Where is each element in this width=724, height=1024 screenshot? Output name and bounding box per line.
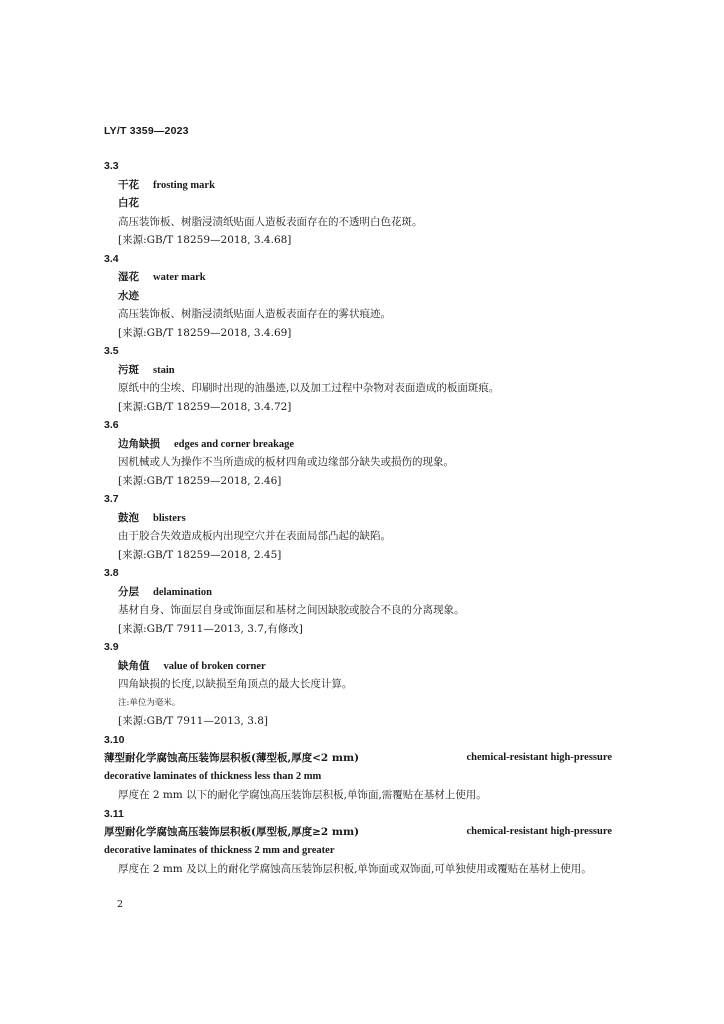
term-source: [来源:GB/T 18259—2018, 3.4.68] <box>118 234 292 246</box>
term-chinese: 干花 <box>118 178 139 191</box>
term-number: 3.6 <box>104 419 119 431</box>
term-entry-3-9 <box>104 638 612 731</box>
term-title <box>104 657 612 676</box>
term-definition: 四角缺损的长度,以缺损至角顶点的最大长度计算。 <box>118 678 353 690</box>
term-definition: 原纸中的尘埃、印刷时出现的油墨迹,以及加工过程中杂物对表面造成的板面斑痕。 <box>118 382 500 394</box>
term-chinese: 厚型耐化学腐蚀高压装饰层积板(厚型板,厚度≥2 mm) <box>104 826 360 838</box>
term-note: 注:单位为毫米。 <box>118 697 181 708</box>
term-title <box>104 509 612 528</box>
term-english: frosting mark <box>153 179 215 191</box>
term-source: [来源:GB/T 7911—2013, 3.8] <box>118 715 269 727</box>
term-english: chemical-resistant high-pressure <box>466 826 612 837</box>
term-english: chemical-resistant high-pressure <box>466 752 612 763</box>
term-definition: 由于胶合失效造成板内出现空穴并在表面局部凸起的缺陷。 <box>118 530 391 542</box>
term-number: 3.10 <box>104 733 125 746</box>
standard-code-header: LY/T 3359—2023 <box>104 125 189 137</box>
term-number: 3.9 <box>104 641 119 653</box>
term-english: value of broken corner <box>163 660 266 672</box>
term-source: [来源:GB/T 18259—2018, 2.45] <box>118 548 282 561</box>
term-source: [来源:GB/T 18259—2018, 3.4.69] <box>118 326 292 339</box>
term-title <box>104 749 612 768</box>
term-definition: 厚度在 2 mm 以下的耐化学腐蚀高压装饰层积板,单饰面,需覆贴在基材上使用。 <box>118 789 487 801</box>
term-title <box>104 176 612 195</box>
term-chinese: 鼓泡 <box>118 511 139 524</box>
term-english-continued: decorative laminates of thickness less than 2 mm <box>104 770 322 782</box>
term-entry-3-7 <box>104 490 612 564</box>
term-source: [来源:GB/T 18259—2018, 3.4.72] <box>118 400 292 413</box>
term-number: 3.4 <box>104 252 119 265</box>
term-definition: 高压装饰板、树脂浸渍纸贴面人造板表面存在的雾状痕迹。 <box>118 308 391 320</box>
term-title <box>104 435 612 454</box>
term-entry-3-5 <box>104 342 612 416</box>
term-number: 3.7 <box>104 493 119 505</box>
terms-list <box>104 157 612 879</box>
term-definition: 厚度在 2 mm 及以上的耐化学腐蚀高压装饰层积板,单饰面或双饰面,可单独使用或覆贴在基材上使用。 <box>118 863 592 875</box>
term-chinese: 污斑 <box>118 363 139 376</box>
term-english: blisters <box>153 512 186 524</box>
term-english: edges and corner breakage <box>174 438 295 450</box>
term-english: water mark <box>153 272 206 283</box>
term-definition: 因机械或人为操作不当所造成的板材四角或边缘部分缺失或损伤的现象。 <box>118 456 454 468</box>
term-title <box>104 268 612 287</box>
term-number: 3.8 <box>104 567 119 579</box>
term-title <box>104 823 612 842</box>
term-chinese: 缺角值 <box>118 659 150 672</box>
term-entry-3-11 <box>104 805 612 879</box>
term-english: stain <box>153 364 175 376</box>
term-chinese: 湿花 <box>118 271 139 283</box>
term-title <box>104 361 612 380</box>
term-entry-3-3 <box>104 157 612 250</box>
term-title <box>104 583 612 602</box>
term-number: 3.3 <box>104 160 119 172</box>
term-number: 3.11 <box>104 807 124 820</box>
term-entry-3-8 <box>104 564 612 638</box>
term-english-continued: decorative laminates of thickness 2 mm and greater <box>104 844 335 856</box>
term-chinese: 边角缺损 <box>118 437 160 450</box>
term-definition: 基材自身、饰面层自身或饰面层和基材之间因缺胶或胶合不良的分离现象。 <box>118 604 465 616</box>
term-entry-3-10 <box>104 731 612 805</box>
term-alias: 水迹 <box>118 289 139 302</box>
term-number: 3.5 <box>104 345 119 357</box>
term-entry-3-4 <box>104 250 612 343</box>
term-source: [来源:GB/T 18259—2018, 2.46] <box>118 474 282 487</box>
page-number: 2 <box>117 899 124 910</box>
term-english: delamination <box>153 586 212 598</box>
term-chinese: 薄型耐化学腐蚀高压装饰层积板(薄型板,厚度<2 mm) <box>104 752 360 764</box>
term-entry-3-6 <box>104 416 612 490</box>
term-chinese: 分层 <box>118 585 139 598</box>
term-alias: 白花 <box>118 197 139 209</box>
term-source: [来源:GB/T 7911—2013, 3.7,有修改] <box>118 622 303 635</box>
term-definition: 高压装饰板、树脂浸渍纸贴面人造板表面存在的不透明白色花斑。 <box>118 215 423 228</box>
